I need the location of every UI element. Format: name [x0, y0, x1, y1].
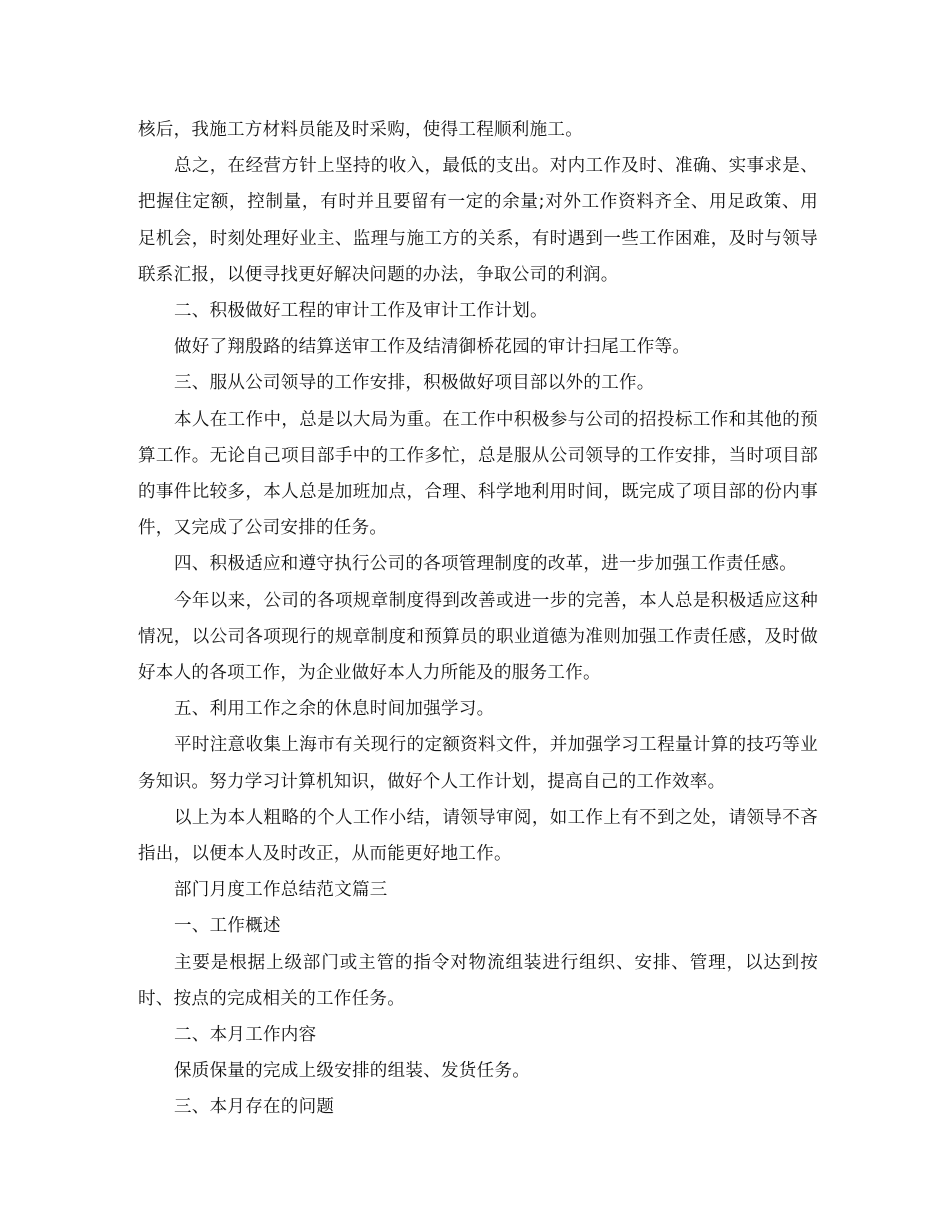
paragraph-summary: 总之，在经营方针上坚持的收入，最低的支出。对内工作及时、准确、实事求是、把握住定额，控制量，有时并且要留有一定的余量;对外工作资料齐全、用足政策、用足机会，时刻处理好业主、监理与施工方的关系，有时遇到一些工作困难，及时与领导联系汇报，以便寻找更好解决问题的办法，争取公司的利润。 — [138, 156, 818, 285]
document-body — [138, 112, 818, 1126]
paragraph-arrangement: 本人在工作中，总是以大局为重。在工作中积极参与公司的招投标工作和其他的预算工作。无论自己项目部手中的工作多忙，总是服从公司领导的工作安排，当时项目部的事件比较多，本人总是加班加点，合理、科学地利用时间，既完成了项目部的份内事件，又完成了公司安排的任务。 — [138, 409, 818, 539]
section-heading-problems: 三、本月存在的问题 — [174, 1097, 335, 1118]
paragraph-content: 保质保量的完成上级安排的组装、发货任务。 — [174, 1061, 530, 1082]
document-title-part-three: 部门月度工作总结范文篇三 — [174, 880, 388, 901]
paragraph-reform: 今年以来，公司的各项规章制度得到改善或进一步的完善，本人总是积极适应这种情况，以公司各项现行的规章制度和预算员的职业道德为准则加强工作责任感，及时做好本人的各项工作，为企业做好本人力所能及的服务工作。 — [138, 590, 818, 684]
section-heading-audit: 二、积极做好工程的审计工作及审计工作计划。 — [174, 301, 548, 322]
section-heading-study: 五、利用工作之余的休息时间加强学习。 — [174, 699, 495, 720]
paragraph-audit: 做好了翔殷路的结算送审工作及结清御桥花园的审计扫尾工作等。 — [174, 337, 691, 358]
section-heading-overview: 一、工作概述 — [174, 916, 281, 937]
paragraph-conclusion: 以上为本人粗略的个人工作小结，请领导审阅，如工作上有不到之处，请领导不吝指出，以便本人及时改正，从而能更好地工作。 — [138, 807, 818, 865]
section-heading-content: 二、本月工作内容 — [174, 1025, 317, 1046]
section-heading-reform: 四、积极适应和遵守执行公司的各项管理制度的改革，进一步加强工作责任感。 — [174, 554, 797, 575]
paragraph-overview: 主要是根据上级部门或主管的指令对物流组装进行组织、安排、管理，以达到按时、按点的完成相关的工作任务。 — [138, 952, 818, 1009]
paragraph-continuation: 核后，我施工方材料员能及时采购，使得工程顺利施工。 — [138, 120, 583, 140]
paragraph-study: 平时注意收集上海市有关现行的定额资料文件，并加强学习工程量计算的技巧等业务知识。努力学习计算机知识，做好个人工作计划，提高自己的工作效率。 — [138, 735, 818, 792]
section-heading-arrangement: 三、服从公司领导的工作安排，积极做好项目部以外的工作。 — [174, 373, 655, 394]
